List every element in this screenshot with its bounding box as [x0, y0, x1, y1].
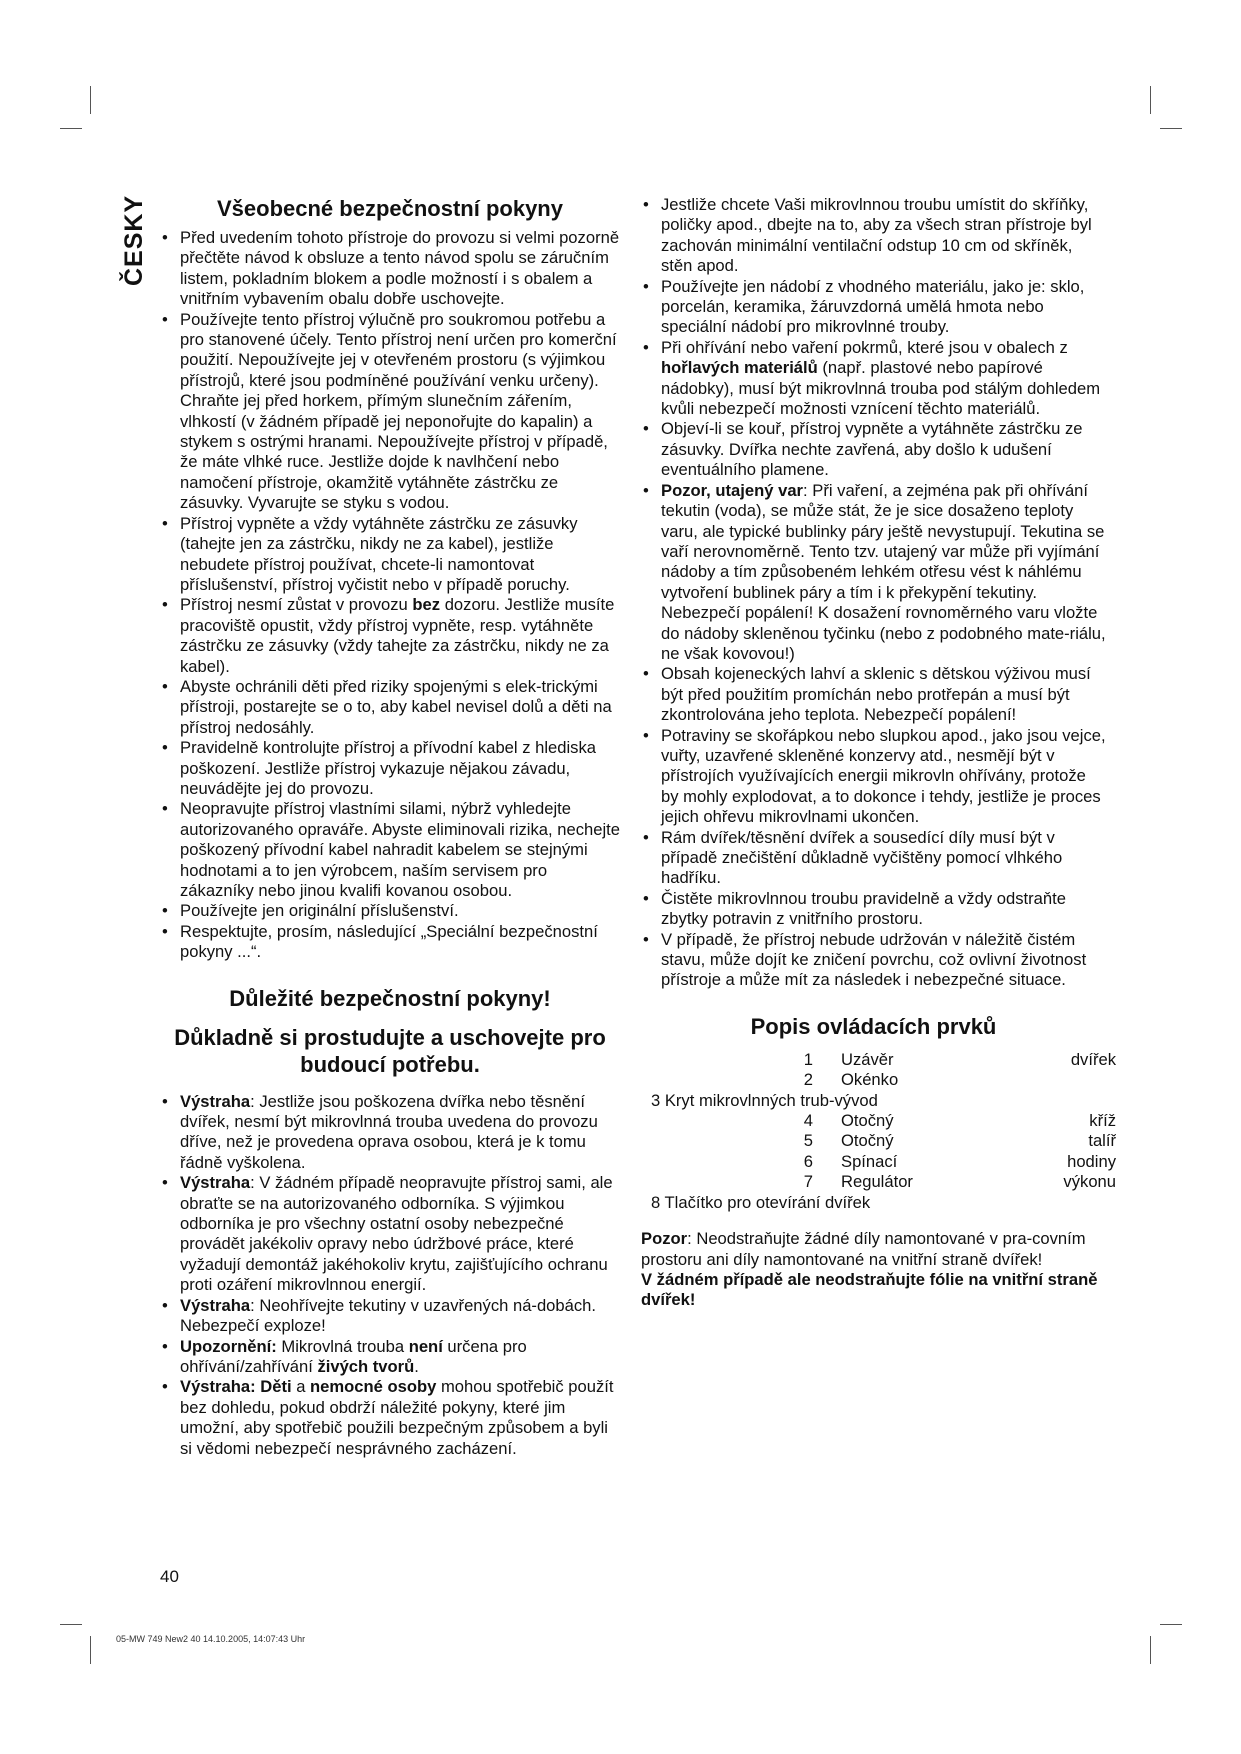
control-full: 3 Kryt mikrovlnných trub-vývod — [651, 1090, 878, 1110]
right-column — [641, 195, 1116, 1311]
page-number: 40 — [160, 1567, 179, 1586]
list-item: • Používejte jen nádobí z vhodného materiálu, jako je: sklo, porcelán, keramika, žáruvzdorná umělá hmota nebo speciální nádobí pro mikrovlnné trouby. — [641, 277, 1106, 338]
crop-mark — [1160, 1624, 1182, 1625]
list-item: • Abyste ochránili děti před riziky spojenými s elek-trickými přístroji, postarejte se o to, aby kabel nevisel dolů a děti na přístroj nedosáhly. — [160, 677, 620, 738]
heading-important-safety: Důležité bezpečnostní pokyny! — [229, 985, 551, 1011]
list-item: • Výstraha: Děti a nemocné osoby mohou spotřebič použít bez dohledu, pokud obdrží náležité pokyny, které jim umožní, aby spotřebič použili bezpečným způsobem a byli si vědomi nebezpečí nesprávného zacházení. — [160, 1377, 620, 1459]
list-item: • Výstraha: Jestliže jsou poškozena dvířka nebo těsnění dvířek, nesmí být mikrovlnná trouba uvedena do provozu dříve, než je provedena oprava osobou, která je k tomu řádně vyškolena. — [160, 1092, 620, 1174]
general-safety-list — [160, 228, 620, 963]
heading-controls: Popis ovládacích prvků — [750, 1013, 997, 1039]
control-label: Otočný — [841, 1131, 894, 1151]
list-item: • Při ohřívání nebo vaření pokrmů, které jsou v obalech z hořlavých materiálů (např. plastové nebo papírové nádobky), musí být mikrovlnná trouba pod stálým dohledem kvůli nebezpečí možnosti vznícení těchto materiálů. — [641, 338, 1106, 420]
crop-mark — [60, 128, 82, 129]
list-item: • Před uvedením tohoto přístroje do provozu si velmi pozorně přečtěte návod k obsluze a tento návod spolu se záručním listem, pokladním blokem a podle možností i s obalem a vnitřním vybavením obalu dobře uschovejte. — [160, 228, 620, 310]
crop-mark — [1160, 128, 1182, 129]
list-item: • Upozornění: Mikrovlná trouba není určena pro ohřívání/zahřívání živých tvorů. — [160, 1337, 620, 1378]
control-extra: kříž — [1089, 1111, 1116, 1131]
list-item: • Respektujte, prosím, následující „Speciální bezpečnostní pokyny ...“. — [160, 922, 620, 963]
control-extra: dvířek — [1070, 1049, 1116, 1069]
crop-mark — [60, 1624, 82, 1625]
safety-list-continued — [641, 195, 1106, 991]
control-number: 4 — [803, 1111, 813, 1131]
note-caution: Pozor: Neodstraňujte žádné díly namontované v pra-covním prostoru ani díly namontované na vnitřní straně dvířek! — [641, 1229, 1086, 1269]
note-final: V žádném případě ale neodstraňujte fólie na vnitřní straně dvířek! — [641, 1269, 1098, 1310]
list-item: • V případě, že přístroj nebude udržován v náležitě čistém stavu, může dojít ke zničení povrchu, což ovlivní životnost přístroje a může mít za následek i nebezpečné situace. — [641, 930, 1106, 991]
list-item: • Potraviny se skořápkou nebo slupkou apod., jako jsou vejce, vuřty, uzavřené skleněné konzervy atd., nesmějí být v přístrojích využívajících energii mikrovln ohřívány, protože by mohly explodovat, a to dokonce i tehdy, jestliže je proces jejich ohřevu mikrovlnami ukončen. — [641, 726, 1106, 828]
control-label: Regulátor — [841, 1172, 913, 1192]
heading-general-safety: Všeobecné bezpečnostní pokyny — [217, 196, 563, 221]
control-number: 2 — [803, 1070, 813, 1090]
control-label: Uzávěr — [841, 1049, 894, 1069]
list-item: • Obsah kojeneckých lahví a sklenic s dětskou výživou musí být před použitím promíchán nebo protřepán a musí být zkontrolována jeho teplota. Nebezpečí popálení! — [641, 664, 1106, 725]
crop-mark — [1150, 86, 1151, 114]
control-number: 6 — [803, 1151, 813, 1171]
control-label: Otočný — [841, 1111, 894, 1131]
control-extra: hodiny — [1067, 1151, 1116, 1171]
control-number: 7 — [803, 1172, 813, 1192]
crop-mark — [90, 86, 91, 114]
list-item: • Pozor, utajený var: Při vaření, a zejména pak při ohřívání tekutin (voda), se může stát, že je sice dosaženo teploty varu, ale typické bublinky páry ještě nevystupují. Tekutina se vaří nerovnoměrně. Tento tzv. utajený var může při vyjímání nádoby a tím způsobeném lehkém otřesu vést k náhlému vytvoření bublinek páry a tím i k překypění tekutiny. Nebezpečí popálení! K dosažení rovnoměrného varu vložte do nádoby skleněnou tyčinku (nebo z podobného mate-riálu, ne však kovovou!) — [641, 481, 1106, 665]
list-item: • Přístroj nesmí zůstat v provozu bez dozoru. Jestliže musíte pracoviště opustit, vždy přístroj vypněte, resp. vytáhněte zástrčku ze zásuvky (vždy tahejte za zástrčku, nikdy ne za kabel). — [160, 595, 620, 677]
list-item: • Používejte tento přístroj výlučně pro soukromou potřebu a pro stanovené účely. Tento přístroj není určen pro komerční použití. Nepoužívejte jej v otevřeném prostoru (s výjimkou přístrojů, které jsou podmíněné používání venku určeny). Chraňte jej před horkem, přímým slunečním zářením, vlhkostí (v žádném případě jej neponořujte do kapalin) a stykem s ostrými hranami. Nepoužívejte přístroj v případě, že máte vlhké ruce. Jestliže dojde k navlhčení nebo namočení přístroje, okamžitě vytáhněte zástrčku ze zásuvky. Vyvarujte se styku s vodou. — [160, 310, 620, 514]
print-footer: 05-MW 749 New2 40 14.10.2005, 14:07:43 Uhr — [116, 1634, 306, 1644]
list-item: • Čistěte mikrovlnnou troubu pravidelně a vždy odstraňte zbytky potravin z vnitřního prostoru. — [641, 889, 1106, 930]
left-column — [160, 195, 620, 1459]
control-number: 5 — [803, 1131, 813, 1151]
control-full: 8 Tlačítko pro otevírání dvířek — [651, 1192, 871, 1212]
list-item: • Rám dvířek/těsnění dvířek a sousedící díly musí být v případě znečištění důkladně vyčištěny pomocí vlhkého hadříku. — [641, 828, 1106, 889]
control-extra: výkonu — [1063, 1172, 1116, 1192]
control-extra — [961, 1070, 1116, 1090]
list-item: • Výstraha: Neohřívejte tekutiny v uzavřených ná-dobách. Nebezpečí exploze! — [160, 1296, 620, 1337]
list-item: • Neopravujte přístroj vlastními silami, nýbrž vyhledejte autorizovaného opraváře. Abyste eliminovali rizika, nechejte poškozený přívodní kabel nahradit kabelem se stejnými hodnotami a to jen výrobcem, naším servisem pro zákazníky nebo jinou kvalifi kovanou osobou. — [160, 799, 620, 901]
list-item: • Používejte jen originální příslušenství. — [160, 901, 620, 921]
crop-mark — [90, 1636, 91, 1664]
list-item: • Přístroj vypněte a vždy vytáhněte zástrčku ze zásuvky (tahejte jen za zástrčku, nikdy ne za kabel), jestliže nebudete přístroj používat, chcete-li namontovat příslušenství, přístroj vyčistit nebo v případě poruchy. — [160, 514, 620, 596]
warnings-list — [160, 1092, 620, 1459]
list-item: • Objeví-li se kouř, přístroj vypněte a vytáhněte zástrčku ze zásuvky. Dvířka nechte zavřená, aby došlo k udušení eventuálního plamene. — [641, 419, 1106, 480]
controls-list — [651, 1049, 1116, 1213]
language-tab: ČESKY — [120, 194, 148, 286]
control-label: Spínací — [841, 1151, 898, 1171]
heading-study-keep: Důkladně si prostudujte a uschovejte pro budoucí potřebu. — [174, 1024, 606, 1077]
list-item: • Jestliže chcete Vaši mikrovlnnou troubu umístit do skříňky, poličky apod., dbejte na to, aby za všech stran přístroje byl zachován minimální ventilační odstup 10 cm od skříněk, stěn apod. — [641, 195, 1106, 277]
list-item: • Pravidelně kontrolujte přístroj a přívodní kabel z hlediska poškození. Jestliže přístroj vykazuje nějakou závadu, neuvádějte jej do provozu. — [160, 738, 620, 799]
list-item: • Výstraha: V žádném případě neopravujte přístroj sami, ale obraťte se na autorizovaného odborníka. S výjimkou odborníka je pro všechny ostatní osoby nebezpečné provádět jakékoliv opravy nebo údržbové práce, které vyžadují demontáž jakéhokoliv krytu, zajišťujícího ochranu proti ozáření mikrovlnnou energií. — [160, 1173, 620, 1295]
control-number: 1 — [803, 1049, 813, 1069]
control-extra: talíř — [1088, 1131, 1116, 1151]
control-label: Okénko — [841, 1070, 899, 1090]
crop-mark — [1150, 1636, 1151, 1664]
